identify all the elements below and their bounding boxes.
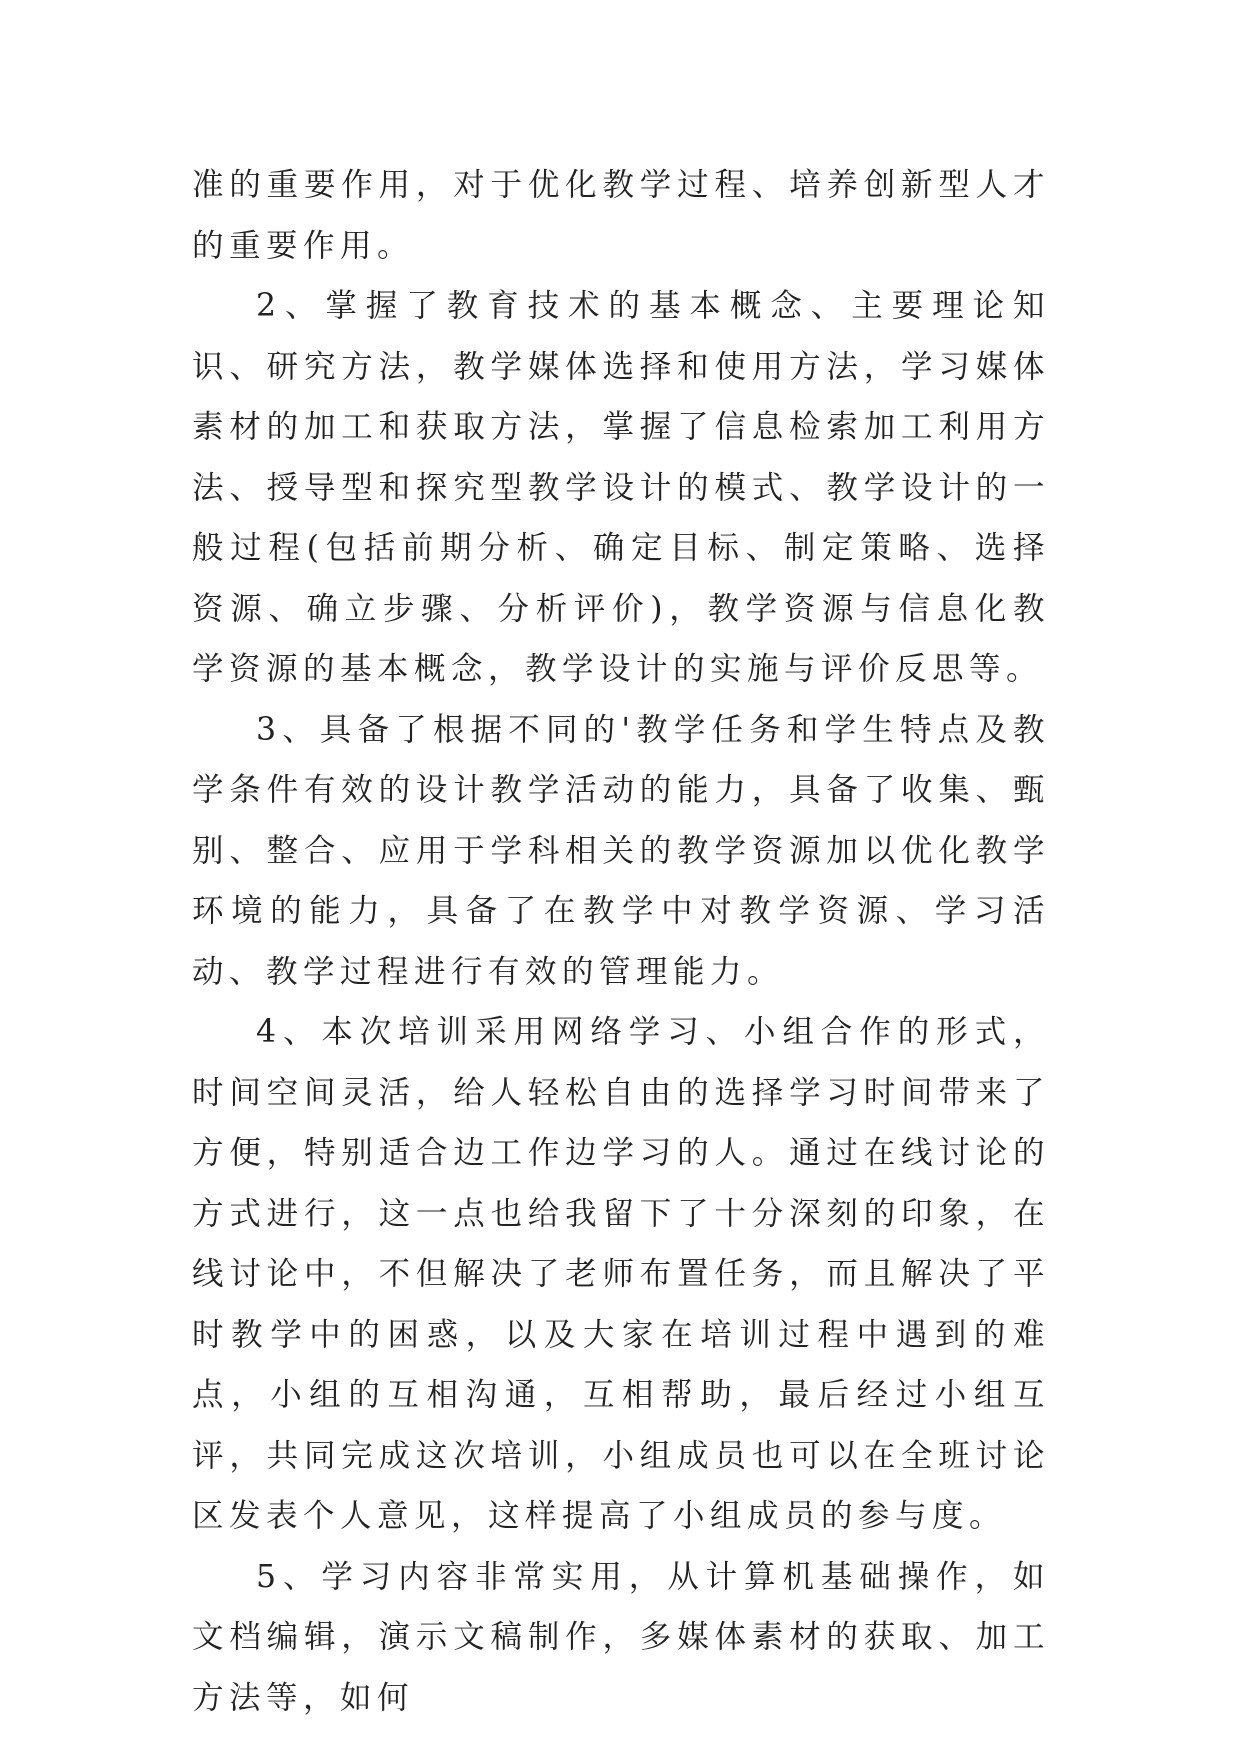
paragraph-item-2: 2、掌握了教育技术的基本概念、主要理论知识、研究方法，教学媒体选择和使用方法，学习媒体素材的加工和获取方法，掌握了信息检索加工利用方法、授导型和探究型教学设计的模式、教学设计的一般过程(包括前期分析、确定目标、制定策略、选择资源、确立步骤、分析评价)，教学资源与信息化教学资源的基本概念，教学设计的实施与评价反思等。 <box>192 288 1050 687</box>
paragraph-item-4: 4、本次培训采用网络学习、小组合作的形式，时间空间灵活，给人轻松自由的选择学习时间带来了方便，特别适合边工作边学习的人。通过在线讨论的方式进行，这一点也给我留下了十分深刻的印象，在线讨论中，不但解决了老师布置任务，而且解决了平时教学中的困惑，以及大家在培训过程中遇到的难点，小组的互相沟通，互相帮助，最后经过小组互评，共同完成这次培训，小组成员也可以在全班讨论区发表个人意见，这样提高了小组成员的参与度。 <box>192 1014 1050 1534</box>
document-body <box>192 155 1050 1728</box>
paragraph-continuation: 准的重要作用，对于优化教学过程、培养创新型人才的重要作用。 <box>192 167 1050 264</box>
paragraph-item-5: 5、学习内容非常实用，从计算机基础操作，如文档编辑，演示文稿制作，多媒体素材的获取、加工方法等，如何 <box>192 1558 1050 1716</box>
paragraph-item-3: 3、具备了根据不同的'教学任务和学生特点及教学条件有效的设计教学活动的能力，具备了收集、甄别、整合、应用于学科相关的教学资源加以优化教学环境的能力，具备了在教学中对教学资源、学习活动、教学过程进行有效的管理能力。 <box>192 711 1050 990</box>
